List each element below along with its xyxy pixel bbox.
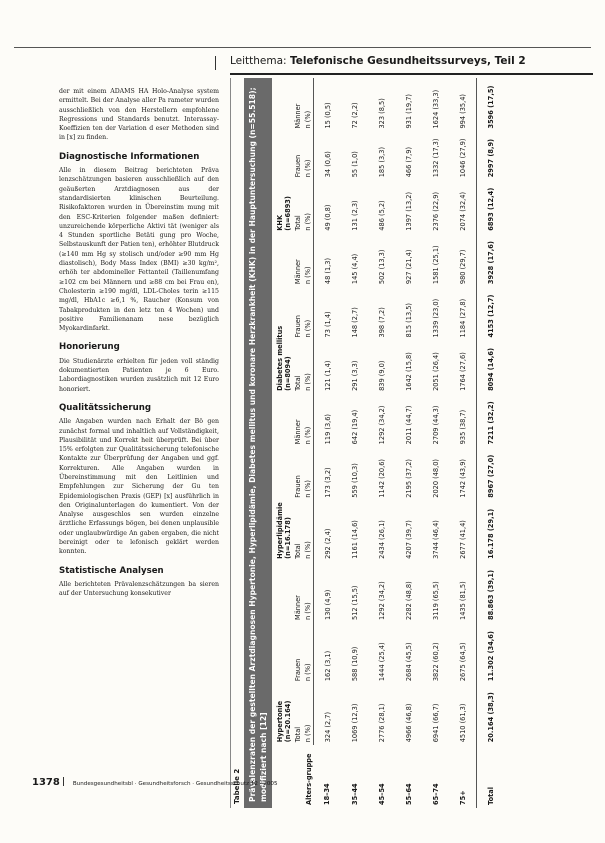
section-heading-stats: Statistische Analysen (59, 565, 164, 576)
table-cell: 162 (3,1) (323, 650, 332, 682)
unit-header: n (%) (303, 684, 314, 745)
table-cell: 1161 (14,6) (350, 520, 359, 559)
table-cell: 2011 (44,7) (404, 405, 413, 445)
table-row (422, 78, 449, 808)
top-rule (14, 47, 591, 48)
table-cell: 1444 (25,4) (377, 642, 386, 682)
table-cell: 1397 (13,2) (404, 191, 413, 231)
header-rule (230, 73, 593, 75)
unit-header: n (%) (303, 234, 314, 287)
unit-header: n (%) (303, 78, 314, 132)
table-cell: 291 (3,3) (350, 360, 359, 391)
table-cell: 2684 (45,5) (404, 642, 413, 682)
table-cell: 2997 (8,9) (477, 132, 505, 181)
sub-header: Frauen (294, 154, 302, 178)
table-cell: 2675 (64,5) (458, 642, 467, 682)
header-separator (215, 56, 216, 70)
table-cell: 642 (19,4) (350, 409, 359, 445)
text-column (59, 87, 219, 603)
row-age-label: 65–74 (431, 783, 440, 805)
table-cell: 55 (1,0) (350, 151, 359, 178)
table-cell: 6941 (66,7) (431, 703, 440, 743)
table-cell: 588 (10,9) (350, 646, 359, 682)
table-row (449, 78, 477, 808)
row-age-label: 45–54 (377, 783, 386, 805)
table-row (477, 78, 505, 808)
section-text-diagnostic: Alle in diesem Beitrag berichteten Präva lenzschätzungen basieren ausschließlich auf den geäußerten Arztdiagnosen aus der standardisierten klinischen Beurteilung. Risikofaktoren wurden in Übereinstim mung mit den ESC-Kriterien folgender maßen definiert: unzureichende körperliche Aktivi tät (weniger als 4 Stunden sportliche Betäti gung pro Woche, Selbstauskunft der Patien ten), erhöhter Blutdruck (≥140 mm Hg sy stolisch und/oder ≥90 mm Hg diastolisch), Body Mass Index (BMI) ≥30 kg/m², erhöh ter abdomineller Fettanteil (Taillenumfang ≥102 cm bei Männern und ≥88 cm bei Frau en), Cholesterin ≥190 mg/dl, LDL-Choles terin ≥115 mg/dl, HbA1c ≥6,1 %, Raucher (Konsum von Tabakprodukten in den letz ten 4 Wochen) und positive Familienanam nese bezüglich Myokardinfarkt. (59, 167, 219, 333)
table-row (395, 78, 422, 808)
table-cell: 931 (19,7) (404, 94, 413, 129)
sub-header: Frauen (294, 315, 302, 338)
table-cell: 2020 (48,0) (431, 459, 440, 498)
intro-paragraph: der mit einem ADAMS HA Holo-Analyse system ermittelt. Bei der Analyse aller Pa rameter wurden ausschließlich von den Herstellern empfohlene Regressions und Standards benutzt. Interassay-Koeffizien ten der Variation d eser Methoden sind in [x] zu finden. (59, 88, 219, 142)
table-cell: 2376 (22,9) (431, 191, 440, 231)
table-cell: 2677 (41,4) (458, 520, 467, 559)
table-cell: 185 (3,3) (377, 146, 386, 178)
table-cell: 15 (0,5) (323, 102, 332, 129)
table-row (314, 78, 342, 808)
table-cell: 2195 (37,2) (404, 459, 413, 498)
unit-header: n (%) (303, 287, 314, 340)
table-cell: 3744 (46,4) (431, 520, 440, 559)
sub-header: Männer (294, 419, 302, 445)
table-cell: 8967 (27,0) (477, 447, 505, 500)
table-cell: 1581 (25,1) (431, 245, 440, 285)
unit-header: n (%) (303, 341, 314, 394)
group-header (275, 234, 293, 394)
group-n: (n=6893) (284, 196, 292, 231)
section-heading-diagnostic: Diagnostische Informationen (59, 151, 200, 162)
table-cell: 486 (5,2) (377, 200, 386, 231)
table-cell: 11.302 (34,6) (477, 623, 505, 684)
sub-header: Total (294, 375, 302, 391)
table-cell: 145 (4,4) (350, 253, 359, 285)
sub-header: Total (294, 726, 302, 743)
table-cell: 1292 (34,2) (377, 581, 386, 620)
group-header (275, 394, 293, 562)
section-text-stats: Alle berichteten Prävalenzschätzungen ba sieren auf der Untersuchung konsekutiver (59, 580, 219, 598)
sub-header: Total (294, 215, 302, 231)
table-cell: 815 (13,5) (404, 302, 413, 338)
table-cell: 1435 (81,5) (458, 581, 467, 620)
group-name: Hypertonie (276, 700, 284, 743)
table-cell: 88.863 (39,1) (477, 562, 505, 623)
table-cell: 72 (2,2) (350, 102, 359, 129)
table-cell: 323 (8,5) (377, 98, 386, 129)
table-cell: 4207 (39,7) (404, 520, 413, 559)
table-cell: 2776 (28,1) (377, 703, 386, 743)
footer-source: Bundesgesundheitsbl · Gesundheitsforsch · Gesundheitsschutz 12 · 2005 (72, 781, 278, 787)
table-cell: 1339 (23,0) (431, 298, 440, 338)
group-name: Diabetes mellitus (276, 325, 284, 391)
section-heading-quality: Qualitätssicherung (59, 402, 151, 413)
table-cell: 324 (2,7) (323, 711, 332, 743)
table-cell: 2282 (48,8) (404, 581, 413, 620)
unit-header: n (%) (303, 562, 314, 623)
table-cell: 20.164 (38,3) (477, 684, 505, 745)
table-cell: 994 (35,4) (458, 94, 467, 129)
section-text-fee: Die Studienärzte erhielten für jeden voll ständig dokumentierten Patienten je 6 Euro. Labordiagnostiken wurden zusätzlich mit 12 Euro honoriert. (59, 357, 219, 393)
table-cell: 119 (3,6) (323, 413, 332, 445)
group-name: Hyperlipidämie (276, 502, 284, 559)
table-cell: 980 (29,7) (458, 249, 467, 285)
table-cell: 1292 (34,2) (377, 405, 386, 445)
table-cell: 3822 (60,2) (431, 642, 440, 682)
table-cell: 2074 (32,4) (458, 191, 467, 231)
table-cell: 49 (0,8) (323, 204, 332, 231)
table-cell: 121 (1,4) (323, 360, 332, 391)
table-label: Tabelle 2 (233, 768, 241, 804)
table-cell: 2051 (26,4) (431, 352, 440, 391)
row-age-label: 55–64 (404, 783, 413, 805)
table-cell: 502 (13,3) (377, 249, 386, 285)
table-cell: 16.178 (29,1) (477, 501, 505, 562)
table-cell: 398 (7,2) (377, 307, 386, 338)
table-cell: 8094 (14,6) (477, 341, 505, 394)
table-cell: 512 (15,5) (350, 585, 359, 620)
table-cell: 1624 (33,3) (431, 89, 440, 129)
table-cell: 1332 (17,3) (431, 138, 440, 178)
group-header (275, 562, 293, 745)
table-cell: 4966 (46,8) (404, 703, 413, 743)
table-cell: 3596 (17,5) (477, 78, 505, 132)
sub-header: Männer (294, 103, 302, 129)
row-age-label: Total (477, 745, 505, 808)
table-cell: 34 (0,6) (323, 151, 332, 178)
section-text-quality: Alle Angaben wurden nach Erhalt der Bö gen zunächst formal und inhaltlich auf Vollständigkeit, Plausibilität und Korrekt heit überprüft. Bei über 15% erfolgten zur Qualitätssicherung telefonische Kontakte zur Überprüfung der Angaben und ggf. Korrekturen. Alle Angaben wurden in Übereinstimmung mit den Leitlinien und Empfehlungen zur Sicherung der Gu ten Epidemiologischen Praxis (GEP) [x] ausführlich in den Originalunterlagen do kumentiert. Von der Analyse ausgeschlos sen wurden einzelne ärztliche Erfassungs bögen, bei denen unplausible oder unglaubwürdige An gaben ergaben, die nicht bereinigt oder te lefonisch geklärt werden konnten. (59, 418, 219, 556)
page-footer (32, 770, 332, 789)
table-row (368, 78, 395, 808)
group-n: (n=16.178) (284, 517, 292, 559)
table-cell: 73 (1,4) (323, 311, 332, 338)
table-cell: 3928 (17,6) (477, 234, 505, 287)
row-age-label: 35–44 (350, 783, 359, 805)
table-cell: 6893 (12,4) (477, 180, 505, 233)
table-title: Prävalenzraten der gestellten Arztdiagnosen Hypertonie, Hyperlipidämie, Diabetes mellitus und koronare Herzkrankheit (KHK) in der Hauptuntersuchung (n=55.518); modifiziert nach [12] (244, 78, 272, 808)
table-cell: 48 (1,3) (323, 257, 332, 285)
table-cell: 4153 (12,7) (477, 287, 505, 340)
col-header-age: Alters-gruppe (304, 753, 313, 805)
table-cell: 466 (7,9) (404, 146, 413, 178)
sub-header: Frauen (294, 658, 302, 682)
page-number: 1378 (32, 777, 60, 788)
sub-header: Männer (294, 595, 302, 620)
table-cell: 2709 (44,3) (431, 405, 440, 445)
unit-header: n (%) (303, 394, 314, 447)
table-cell: 935 (38,7) (458, 409, 467, 445)
row-age-label: 75+ (458, 790, 467, 805)
sub-header: Total (294, 543, 302, 559)
group-n: (n=8094) (284, 356, 292, 391)
prevalence-table (275, 78, 504, 808)
unit-header: n (%) (303, 180, 314, 233)
header-theme-title: Telefonische Gesundheitssurveys, Teil 2 (289, 55, 526, 67)
table-cell: 1069 (12,3) (350, 703, 359, 743)
table-cell: 1642 (15,8) (404, 352, 413, 391)
unit-header: n (%) (303, 447, 314, 500)
table-cell: 927 (21,4) (404, 249, 413, 285)
table-cell: 559 (10,3) (350, 463, 359, 498)
table-cell: 131 (2,3) (350, 200, 359, 231)
group-name: KHK (276, 214, 284, 231)
unit-header: n (%) (303, 623, 314, 684)
group-header (275, 78, 293, 234)
table-cell: 7211 (32,2) (477, 394, 505, 447)
sub-header: Männer (294, 259, 302, 285)
unit-header: n (%) (303, 501, 314, 562)
row-age-label: 18–34 (323, 783, 332, 805)
header-theme-label: Leitthema: (230, 55, 287, 67)
table-cell: 4510 (61,3) (458, 703, 467, 743)
table-cell: 130 (4,9) (323, 589, 332, 620)
table-cell: 292 (2,4) (323, 528, 332, 559)
section-heading-fee: Honorierung (59, 342, 120, 353)
table-cell: 1742 (43,9) (458, 459, 467, 498)
table-row (341, 78, 368, 808)
table-cell: 2434 (26,1) (377, 520, 386, 559)
table-cell: 3119 (65,5) (431, 581, 440, 620)
footer-separator (63, 777, 64, 786)
running-header (230, 55, 600, 67)
table-cell: 1184 (27,8) (458, 298, 467, 338)
table-container (230, 78, 601, 808)
table-cell: 1764 (27,6) (458, 352, 467, 391)
rotated-table (231, 78, 601, 808)
group-n: (n=20.164) (284, 700, 292, 743)
table-cell: 1046 (27,9) (458, 138, 467, 178)
table-cell: 839 (9,0) (377, 360, 386, 391)
table-cell: 1142 (20,6) (377, 459, 386, 498)
table-cell: 148 (2,7) (350, 307, 359, 338)
unit-header: n (%) (303, 132, 314, 181)
sub-header: Frauen (294, 475, 302, 498)
table-cell: 173 (3,2) (323, 467, 332, 498)
